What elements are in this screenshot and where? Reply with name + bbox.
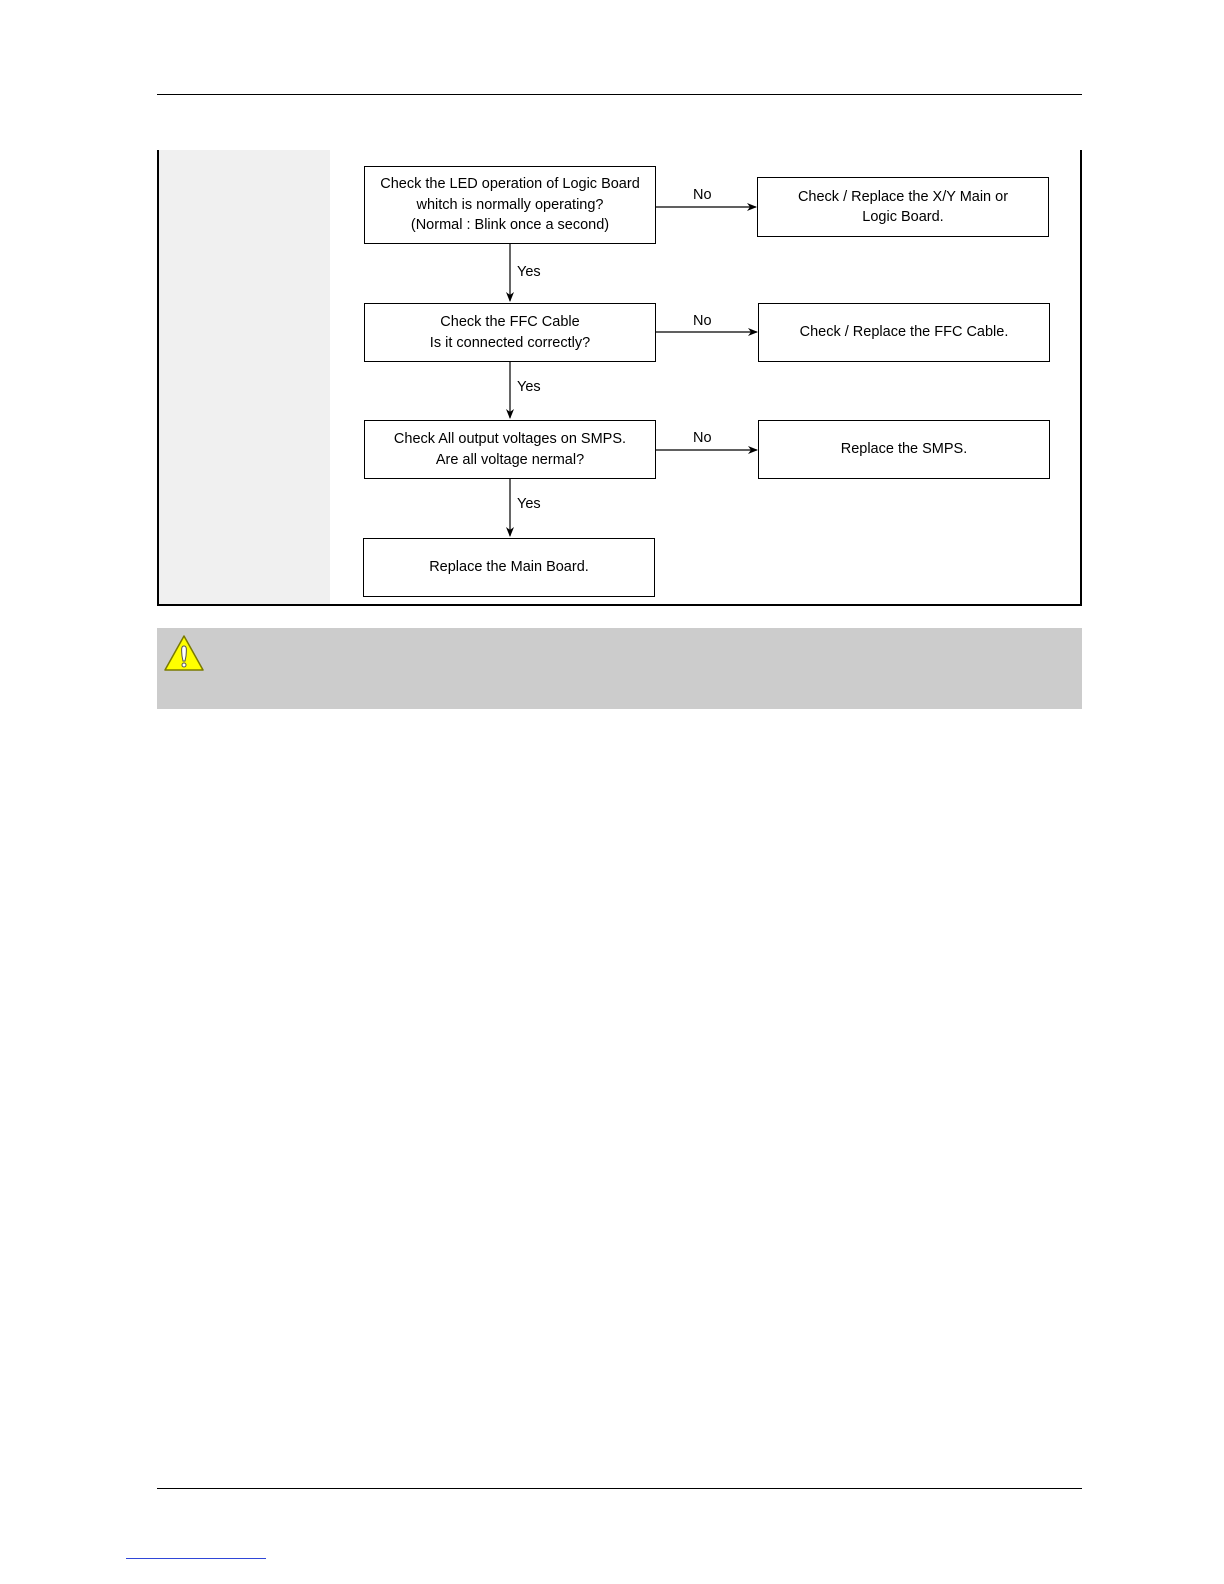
decision-line: Check All output voltages on SMPS. xyxy=(393,431,627,447)
action-line: Replace the Main Board. xyxy=(429,559,589,576)
decision-box-ffc-cable xyxy=(364,303,656,362)
footer-link-underline xyxy=(126,1558,266,1559)
action-line: Logic Board. xyxy=(862,209,944,225)
no-label: No xyxy=(693,313,712,329)
yes-label: Yes xyxy=(517,264,541,280)
decision-line: whitch is normally operating? xyxy=(416,196,604,213)
action-line: Check / Replace the X/Y Main or xyxy=(797,188,1009,205)
action-box-replace-ffc-cable xyxy=(758,303,1050,362)
warning-triangle-icon xyxy=(163,634,205,672)
decision-box-smps-voltages xyxy=(364,420,656,479)
decision-line: Is it connected correctly? xyxy=(429,334,591,351)
caution-note xyxy=(157,628,1082,709)
decision-line: Check the FFC Cable xyxy=(440,314,580,330)
no-label: No xyxy=(693,430,712,446)
decision-box-led-check xyxy=(364,166,656,244)
action-box-replace-xy-main xyxy=(757,177,1049,237)
no-label: No xyxy=(693,187,712,203)
action-box-replace-main-board xyxy=(363,538,655,597)
decision-line: (Normal : Blink once a second) xyxy=(410,217,610,234)
yes-label: Yes xyxy=(517,379,541,395)
action-line: Replace the SMPS. xyxy=(840,441,968,458)
yes-label: Yes xyxy=(517,496,541,512)
action-line: Check / Replace the FFC Cable. xyxy=(799,324,1009,341)
decision-line: Check the LED operation of Logic Board xyxy=(380,176,640,193)
footer-rule xyxy=(157,1488,1082,1489)
decision-line: Are all voltage nermal? xyxy=(435,451,585,468)
action-box-replace-smps xyxy=(758,420,1050,479)
